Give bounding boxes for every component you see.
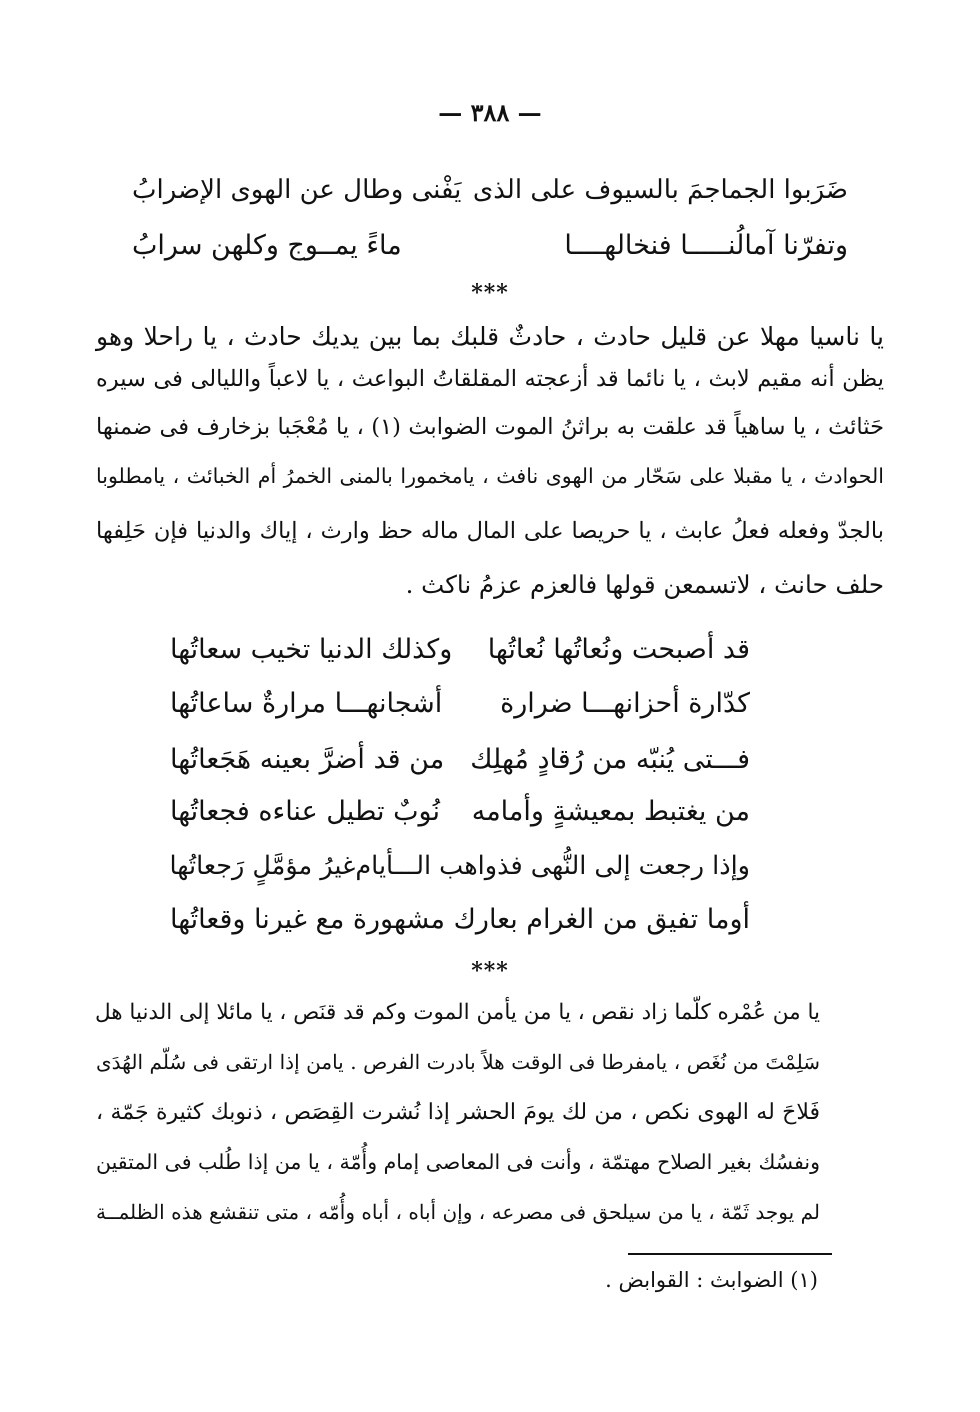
verse-line: [170, 900, 750, 940]
verse-hemistich-left: نُوبٌ تطيل عناءه فجعاتُها: [170, 796, 440, 827]
prose-line: يظن أنه مقيم لابث ، يا نائما قد أزعجته المقلقاتُ البواعث ، يا لاعباً والليالى فى سيره: [96, 366, 884, 392]
section-separator: ***: [471, 958, 509, 984]
section-separator: ***: [471, 280, 509, 306]
verse-hemistich-right: فـــتى يُنبّه من رُقادٍ مُهلِك: [470, 744, 750, 775]
prose-line: لم يوجد ثَمّة ، يا من سيلحق فى مصرعه ، وإن أباه ، أباه وأُمّه ، متى تنقشع هذه الظلمــة: [96, 1200, 820, 1224]
verse-line: [170, 740, 750, 780]
prose-line: فَلاحَ له الهوى نكص ، من لك يومَ الحشر إذا نُشرت القِصَص ، ذنوبك كثيرة جَمّة ،: [96, 1100, 820, 1125]
verse-hemistich-right: كدّارة أحزانهـــا ضرارة: [500, 688, 750, 719]
prose-line: بالجدّ وفعله فعلُ عابث ، يا حريصا على المال ماله حظ وارث ، إياك والدنيا فإن حَلِفها: [96, 518, 884, 544]
prose-line: سَلِمْتَ من نُغَص ، يامفرطا فى الوقت هلاً بادرت الفرص . يامن إذا ارتقى فى سُلّم الهُدَى: [96, 1050, 820, 1074]
footnote-separator: [628, 1253, 832, 1255]
verse-hemistich-right: أوما تفيق من الغرام بعارك: [453, 904, 750, 935]
verse-hemistich-right: قد أصبحت ونُعاتُها نُعاتُها: [487, 634, 750, 665]
verse-hemistich-left: من قد أضرَّ بعينه هَجَعاتُها: [170, 744, 445, 775]
verse-hemistich-left: مشهورة مع غيرنا وقعاتُها: [170, 904, 445, 935]
verse-hemistich-right: ضَرَبوا الجماجمَ بالسيوف على الذى: [472, 175, 848, 205]
prose-line: حَثائث ، يا ساهياً قد علقت به براثنُ الموت الضوابث (١) ، يا مُعْجَبا بزخارف فى ضمنها: [96, 414, 884, 440]
verse-line: [170, 792, 750, 832]
verse-line: [132, 170, 848, 210]
verse-line: [170, 846, 750, 886]
prose-line: يا من عُمْره كلّما زاد نقص ، يا من يأمن الموت وكم قد قنَص ، يا مائلا إلى الدنيا هل: [94, 1000, 820, 1025]
page-number: — ٣٨٨ —: [438, 98, 542, 127]
verse-hemistich-right: من يغتبط بمعيشةٍ وأمامه: [471, 796, 750, 827]
footnote: (١) الضوابث : القوابض .: [605, 1268, 818, 1292]
verse-hemistich-left: ماءً يمــوج وكلهن سرابُ: [132, 230, 402, 261]
prose-line: يا ناسيا مهلا عن قليل حادث ، حادثٌ قلبك بما بين يديك حادث ، يا راحلا وهو: [96, 322, 884, 351]
verse-line: [132, 226, 848, 266]
verse-hemistich-left: وكذلك الدنيا تخيب سعاتُها: [170, 634, 453, 665]
verse-hemistich-left: يَفْنى وطال عن الهوى الإضرابُ: [132, 175, 462, 205]
verse-hemistich-left: غيرُ مؤمَّلٍ رَجعاتُها: [169, 851, 356, 881]
verse-line: [170, 630, 750, 670]
prose-line: ونفسُك بغير الصلاح مهتمّة ، وأنت فى المعاصى إمام وأُمّة ، يا من إذا طُلب فى المتقين: [95, 1150, 820, 1174]
verse-hemistich-left: أشجانهـــا مرارةٌ ساعاتُها: [170, 688, 443, 719]
verse-hemistich-right: وإذا رجعت إلى النُّهى فذواهب الـــأيام: [355, 851, 750, 881]
prose-line: الحوادث ، يا مقبلا على سَحّار من الهوى نافث ، يامخمورا بالمنى الخمرُ أم الخبائث ، يامطلوبا: [96, 464, 884, 488]
verse-line: [170, 684, 750, 724]
prose-line: حلف حانث ، لاتسمعن قولها فالعزم عزمُ ناكث .: [405, 570, 884, 599]
verse-hemistich-right: وتفرّنا آمالُنـــــا فنخالهــــا: [564, 230, 848, 261]
